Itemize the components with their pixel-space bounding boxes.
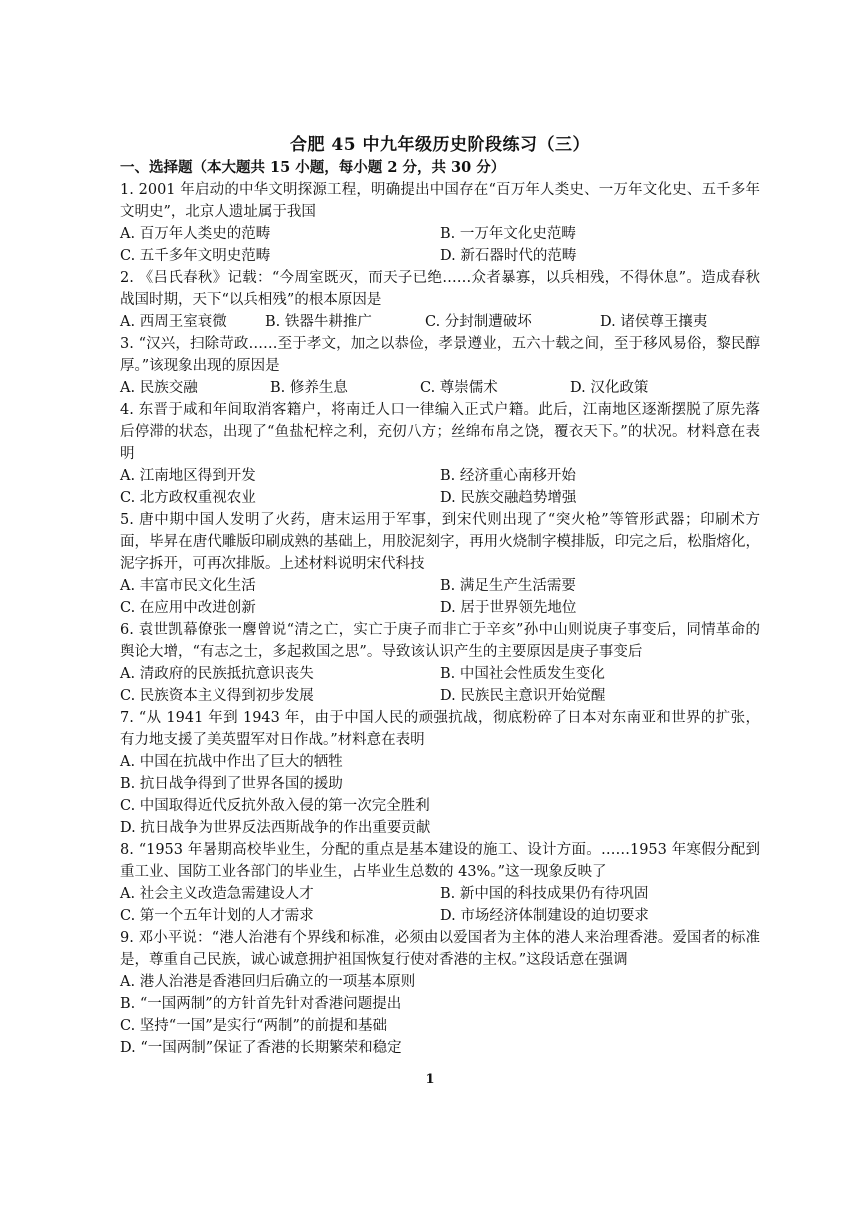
question-2-options <box>120 311 760 333</box>
option-b: B. “一国两制”的方针首先针对香港问题提出 <box>120 996 402 1012</box>
option-c: C. 在应用中改进创新 <box>120 600 256 616</box>
option-c: C. 坚持“一国”是实行“两制”的前提和基础 <box>120 1018 387 1034</box>
question-2-stem: 2. 《吕氏春秋》记载：“今周室既灭，而天子已绝……众者暴寡，以兵相残，不得休息”。造成春秋战国时期，天下“以兵相残”的根本原因是 <box>120 270 760 308</box>
option-a: A. 百万年人类史的范畴 <box>120 226 271 242</box>
option-a: A. 社会主义改造急需建设人才 <box>120 886 314 902</box>
option-b: B. 抗日战争得到了世界各国的援助 <box>120 776 343 792</box>
option-d: D. 民族民主意识开始觉醒 <box>440 688 606 704</box>
question-6-options <box>120 663 760 707</box>
option-a: A. 中国在抗战中作出了巨大的牺牲 <box>120 754 343 770</box>
option-a: A. 西周王室衰微 <box>120 314 227 330</box>
option-b: B. 中国社会性质发生变化 <box>440 666 605 682</box>
question-3-stem: 3. “汉兴，扫除苛政……至于孝文，加之以恭俭，孝景遵业，五六十载之间，至于移风易俗，黎民醇厚。”该现象出现的原因是 <box>120 336 760 374</box>
option-c: C. 第一个五年计划的人才需求 <box>120 908 314 924</box>
option-d: D. 诸侯尊王攘夷 <box>600 314 708 330</box>
question-8-options <box>120 883 760 927</box>
question-9-options <box>120 971 760 1059</box>
question-7-stem: 7. “从 1941 年到 1943 年，由于中国人民的顽强抗战，彻底粉碎了日本对东南亚和世界的扩张，有力地支援了美英盟军对日作战。”材料意在表明 <box>120 710 760 748</box>
option-b: B. 修养生息 <box>270 380 348 396</box>
option-b: B. 满足生产生活需要 <box>440 578 576 594</box>
option-d: D. 抗日战争为世界反法西斯战争的作出重要贡献 <box>120 820 431 836</box>
option-d: D. 汉化政策 <box>570 380 649 396</box>
option-b: B. 一万年文化史范畴 <box>440 226 576 242</box>
question-6-stem: 6. 袁世凯幕僚张一麐曾说“清之亡，实亡于庚子而非亡于辛亥”孙中山则说庚子事变后，同情革命的舆论大增，“有志之士，多起救国之思”。导致该认识产生的主要原因是庚子事变后 <box>120 622 760 660</box>
section-heading: 一、选择题（本大题共 15 小题，每小题 2 分，共 30 分） <box>120 159 506 176</box>
page-title: 合肥 45 中九年级历史阶段练习（三） <box>290 135 590 155</box>
question-1-stem: 1. 2001 年启动的中华文明探源工程，明确提出中国存在“百万年人类史、一万年文化史、五千多年文明史”，北京人遗址属于我国 <box>120 182 760 220</box>
question-5-stem: 5. 唐中期中国人发明了火药，唐末运用于军事，到宋代则出现了“突火枪”等管形武器；印刷术方面，毕昇在唐代雕版印刷成熟的基础上，用胶泥刻字，再用火烧制字模排版，印完之后，松脂熔化，泥字拆开，可再次排版。上述材料说明宋代科技 <box>120 512 760 572</box>
question-7-options <box>120 751 760 839</box>
option-d: D. “一国两制”保证了香港的长期繁荣和稳定 <box>120 1040 402 1056</box>
option-d: D. 民族交融趋势增强 <box>440 490 577 506</box>
option-b: B. 铁器牛耕推广 <box>265 314 372 330</box>
question-9-stem: 9. 邓小平说：“港人治港有个界线和标准，必须由以爱国者为主体的港人来治理香港。爱国者的标准是，尊重自己民族，诚心诚意拥护祖国恢复行使对香港的主权。”这段话意在强调 <box>120 930 760 968</box>
option-c: C. 尊崇儒术 <box>420 380 498 396</box>
option-c: C. 民族资本主义得到初步发展 <box>120 688 314 704</box>
option-a: A. 清政府的民族抵抗意识丧失 <box>120 666 314 682</box>
question-3-options <box>120 377 760 399</box>
question-1-options <box>120 223 760 267</box>
option-c: C. 中国取得近代反抗外敌入侵的第一次完全胜利 <box>120 798 430 814</box>
question-5-options <box>120 575 760 619</box>
option-d: D. 新石器时代的范畴 <box>440 248 577 264</box>
option-c: C. 五千多年文明史范畴 <box>120 248 271 264</box>
question-4-options <box>120 465 760 509</box>
option-d: D. 居于世界领先地位 <box>440 600 577 616</box>
option-a: A. 民族交融 <box>120 380 198 396</box>
option-a: A. 江南地区得到开发 <box>120 468 256 484</box>
option-c: C. 分封制遭破坏 <box>425 314 532 330</box>
option-a: A. 港人治港是香港回归后确立的一项基本原则 <box>120 974 416 990</box>
page-number: 1 <box>425 1072 435 1087</box>
option-b: B. 新中国的科技成果仍有待巩固 <box>440 886 649 902</box>
option-c: C. 北方政权重视农业 <box>120 490 256 506</box>
question-8-stem: 8. “1953 年暑期高校毕业生，分配的重点是基本建设的施工、设计方面。……1953 年寒假分配到重工业、国防工业各部门的毕业生，占毕业生总数的 43%。”这一现象反映了 <box>120 842 760 880</box>
option-b: B. 经济重心南移开始 <box>440 468 576 484</box>
exam-content <box>120 130 760 1059</box>
option-a: A. 丰富市民文化生活 <box>120 578 256 594</box>
question-4-stem: 4. 东晋于咸和年间取消客籍户，将南迁人口一律编入正式户籍。此后，江南地区逐渐摆脱了原先落后停滞的状态，出现了“鱼盐杞梓之利，充仞八方；丝绵布帛之饶，覆衣天下。”的状况。材料意在表明 <box>120 402 760 462</box>
option-d: D. 市场经济体制建设的迫切要求 <box>440 908 649 924</box>
